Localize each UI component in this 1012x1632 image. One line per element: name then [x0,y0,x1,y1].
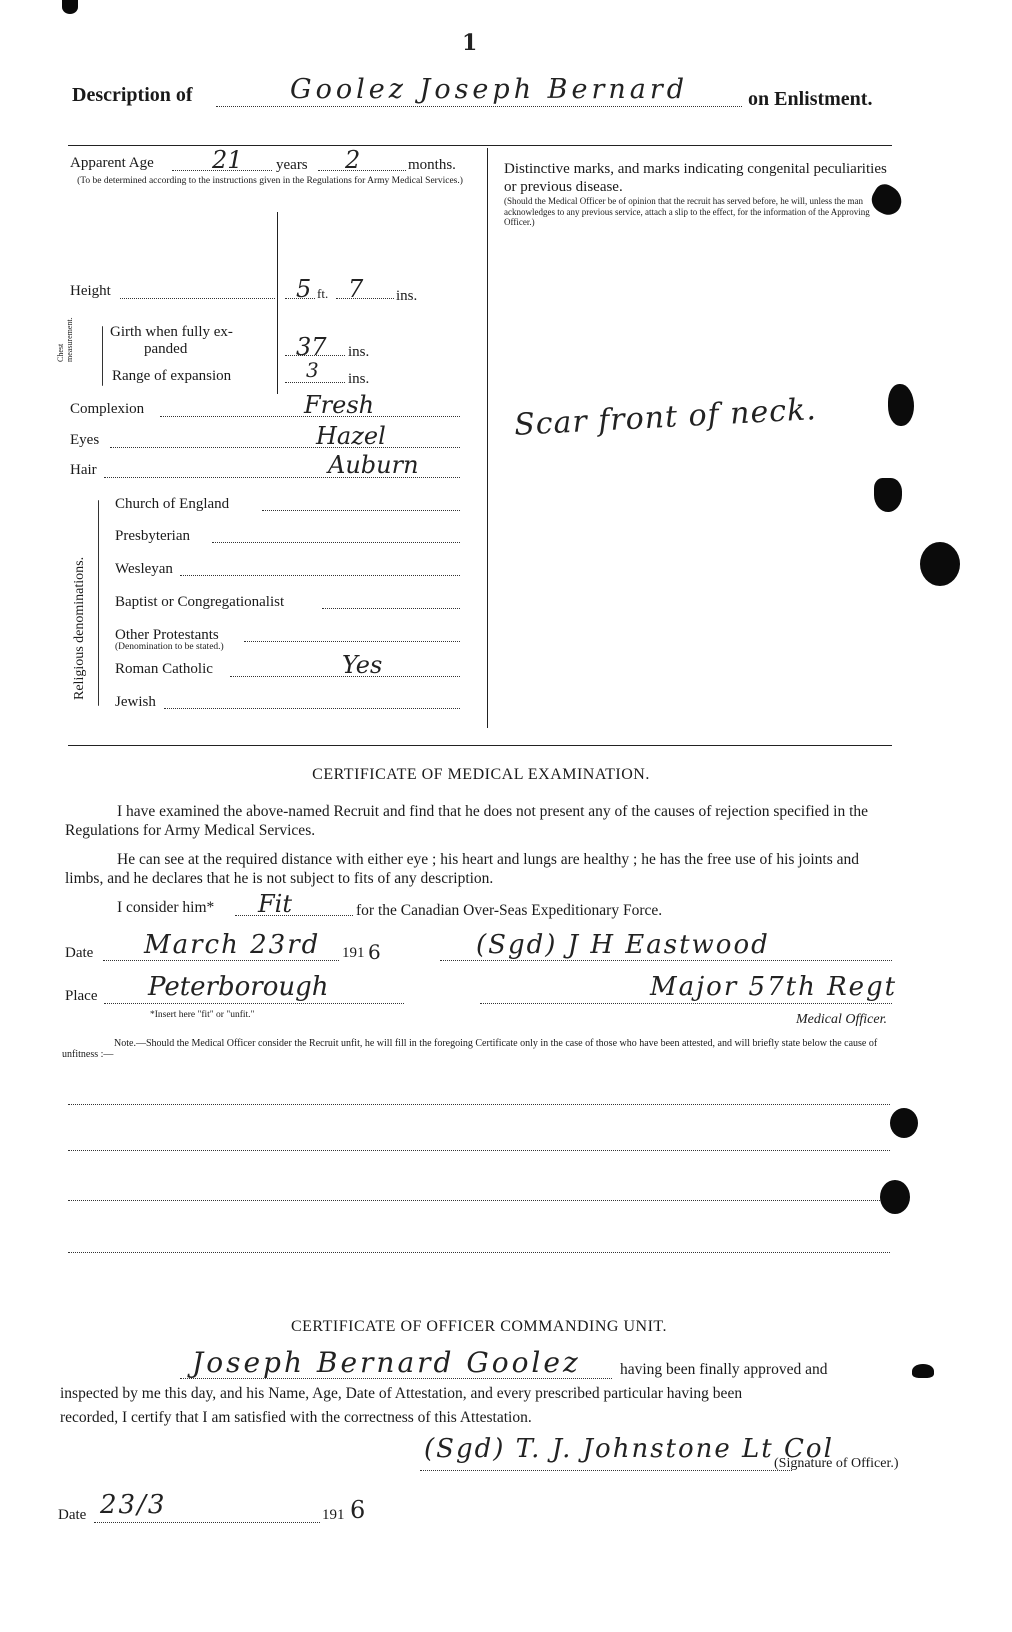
on-enlistment-label: on Enlistment. [748,88,873,110]
complexion-value: Fresh [304,391,375,419]
medical-paragraph-2: He can see at the required distance with either eye ; his heart and lungs are healthy ; he has the free use of his joints and limbs, and he declares that he is not subject to fits of any description. [65,851,860,887]
height-ins-line [336,298,394,299]
recruit-name: Goolez Joseph Bernard [290,74,689,105]
commanding-date-label: Date [58,1507,87,1523]
commanding-name-value: Joseph Bernard Goolez [192,1346,581,1379]
church-of-england-label: Church of England [115,496,230,512]
religion-label: Religious denominations. [72,556,87,700]
commanding-signature-line [420,1470,792,1471]
commanding-year-prefix: 191 [322,1507,345,1523]
range-label: Range of expansion [112,368,232,384]
chest-label: Chest measurement. [56,317,74,362]
place-value: Peterborough [148,972,329,1002]
hair-value: Auburn [328,451,419,479]
girth-label-1: Girth when fully ex- [110,324,233,340]
commanding-line-2: inspected by me this day, and his Name, Age, Date of Attestation, and every prescribed particular having been [60,1385,743,1402]
apparent-age-label: Apparent Age [70,155,154,171]
punch-hole [880,1180,910,1214]
wesleyan-label: Wesleyan [115,561,173,577]
medical-heading: CERTIFICATE OF MEDICAL EXAMINATION. [312,766,650,783]
girth-value: 37 [296,333,327,361]
medical-year-prefix: 191 [342,945,365,961]
other-protestants-line [244,641,460,642]
fit-line [235,915,353,916]
medical-officer-label: Medical Officer. [796,1012,887,1027]
commanding-line-1-suffix: having been finally approved and [620,1361,828,1378]
range-line [285,382,345,383]
fit-value: Fit [258,890,292,918]
medical-date-label: Date [65,945,94,961]
jewish-line [164,708,460,709]
page-mark: 1 [462,30,478,56]
unfitness-line-4 [68,1252,890,1253]
roman-catholic-value: Yes [342,651,383,679]
place-label: Place [65,988,98,1004]
height-label: Height [70,283,111,299]
height-ins-value: 7 [348,275,364,303]
signature-of-officer-label: (Signature of Officer.) [774,1456,899,1471]
baptist-line [322,608,460,609]
religion-brace [98,500,99,706]
commanding-date-value: 23/3 [100,1490,167,1520]
unfitness-line-3 [68,1200,890,1201]
height-dots [120,298,275,299]
medical-paragraph-1: I have examined the above-named Recruit and find that he does not present any of the causes of rejection specified in the Regulations for Army Medical Services. [65,803,869,839]
commanding-year-suffix: 6 [350,1496,366,1524]
medical-note: Note.—Should the Medical Officer consider the Recruit unfit, he will fill in the foregoing Certificate only in the case of those who have been attested, and will briefly state below the cause of unfitness :— [62,1038,878,1060]
commanding-signature: (Sgd) T. J. Johnstone Lt Col [424,1434,834,1464]
name-line [216,106,742,107]
months-label: months. [408,157,456,173]
eyes-value: Hazel [316,422,386,450]
punch-hole [920,542,960,586]
medical-year-suffix: 6 [368,940,381,964]
chest-brace [102,326,103,386]
denomination-note: (Denomination to be stated.) [115,642,224,652]
center-divider [487,148,488,728]
commanding-line-3: recorded, I certify that I am satisfied with the correctness of this Attestation. [60,1409,532,1426]
jewish-label: Jewish [115,694,156,710]
other-protestants-label: Other Protestants [115,627,219,643]
baptist-label: Baptist or Congregationalist [115,594,285,610]
years-label: years [276,157,308,173]
medical-date-value: March 23rd [144,930,321,960]
eyes-line [110,447,460,448]
punch-hole [874,478,902,512]
age-months-value: 2 [345,146,361,174]
top-rule [68,145,892,146]
punch-hole [912,1364,934,1378]
age-months-line [318,170,406,171]
commanding-heading: CERTIFICATE OF OFFICER COMMANDING UNIT. [290,1318,668,1335]
range-ins-label: ins. [348,371,370,387]
place-line [104,1003,404,1004]
church-of-england-line [262,510,460,511]
commanding-date-line [94,1522,320,1523]
girth-ins-label: ins. [348,344,370,360]
complexion-label: Complexion [70,401,145,417]
range-value: 3 [306,358,319,382]
eyes-label: Eyes [70,432,100,448]
height-ins-label: ins. [396,288,418,304]
punch-hole [62,0,78,14]
medical-signature: (Sgd) J H Eastwood [476,930,770,960]
unfitness-line-1 [68,1104,890,1105]
rank-line [480,1003,892,1004]
measure-divider [277,212,278,394]
consider-suffix: for the Canadian Over-Seas Expeditionary Force. [356,902,663,919]
age-note: (To be determined according to the instructions given in the Regulations for Army Medical Services.) [77,176,463,186]
hair-label: Hair [70,462,97,478]
distinctive-marks-note: (Should the Medical Officer be of opinion that the recruit has served before, he will, unless the man acknowledges to any previous service, attach a slip to the effect, for the information of the Approving Officer.) [504,196,870,227]
description-of-label: Description of [72,84,193,106]
medical-signature-line [440,960,892,961]
distinctive-marks-value: Scar front of neck. [513,392,818,443]
consider-prefix: I consider him* [117,899,215,916]
medical-date-line [103,960,339,961]
ft-label: ft. [317,286,329,301]
age-years-value: 21 [212,146,243,174]
unfitness-line-2 [68,1150,890,1151]
roman-catholic-label: Roman Catholic [115,661,213,677]
mid-rule [68,745,892,746]
medical-rank: Major 57th Regt [650,972,898,1002]
height-ft-value: 5 [296,275,312,303]
wesleyan-line [180,575,460,576]
girth-label-2: panded [144,341,188,357]
punch-hole [890,1108,918,1138]
insert-note: *Insert here "fit" or "unfit." [150,1010,255,1020]
distinctive-marks-heading: Distinctive marks, and marks indicating congenital peculiarities or previous disease. [504,161,887,195]
punch-hole [888,384,914,426]
presbyterian-label: Presbyterian [115,528,190,544]
presbyterian-line [212,542,460,543]
